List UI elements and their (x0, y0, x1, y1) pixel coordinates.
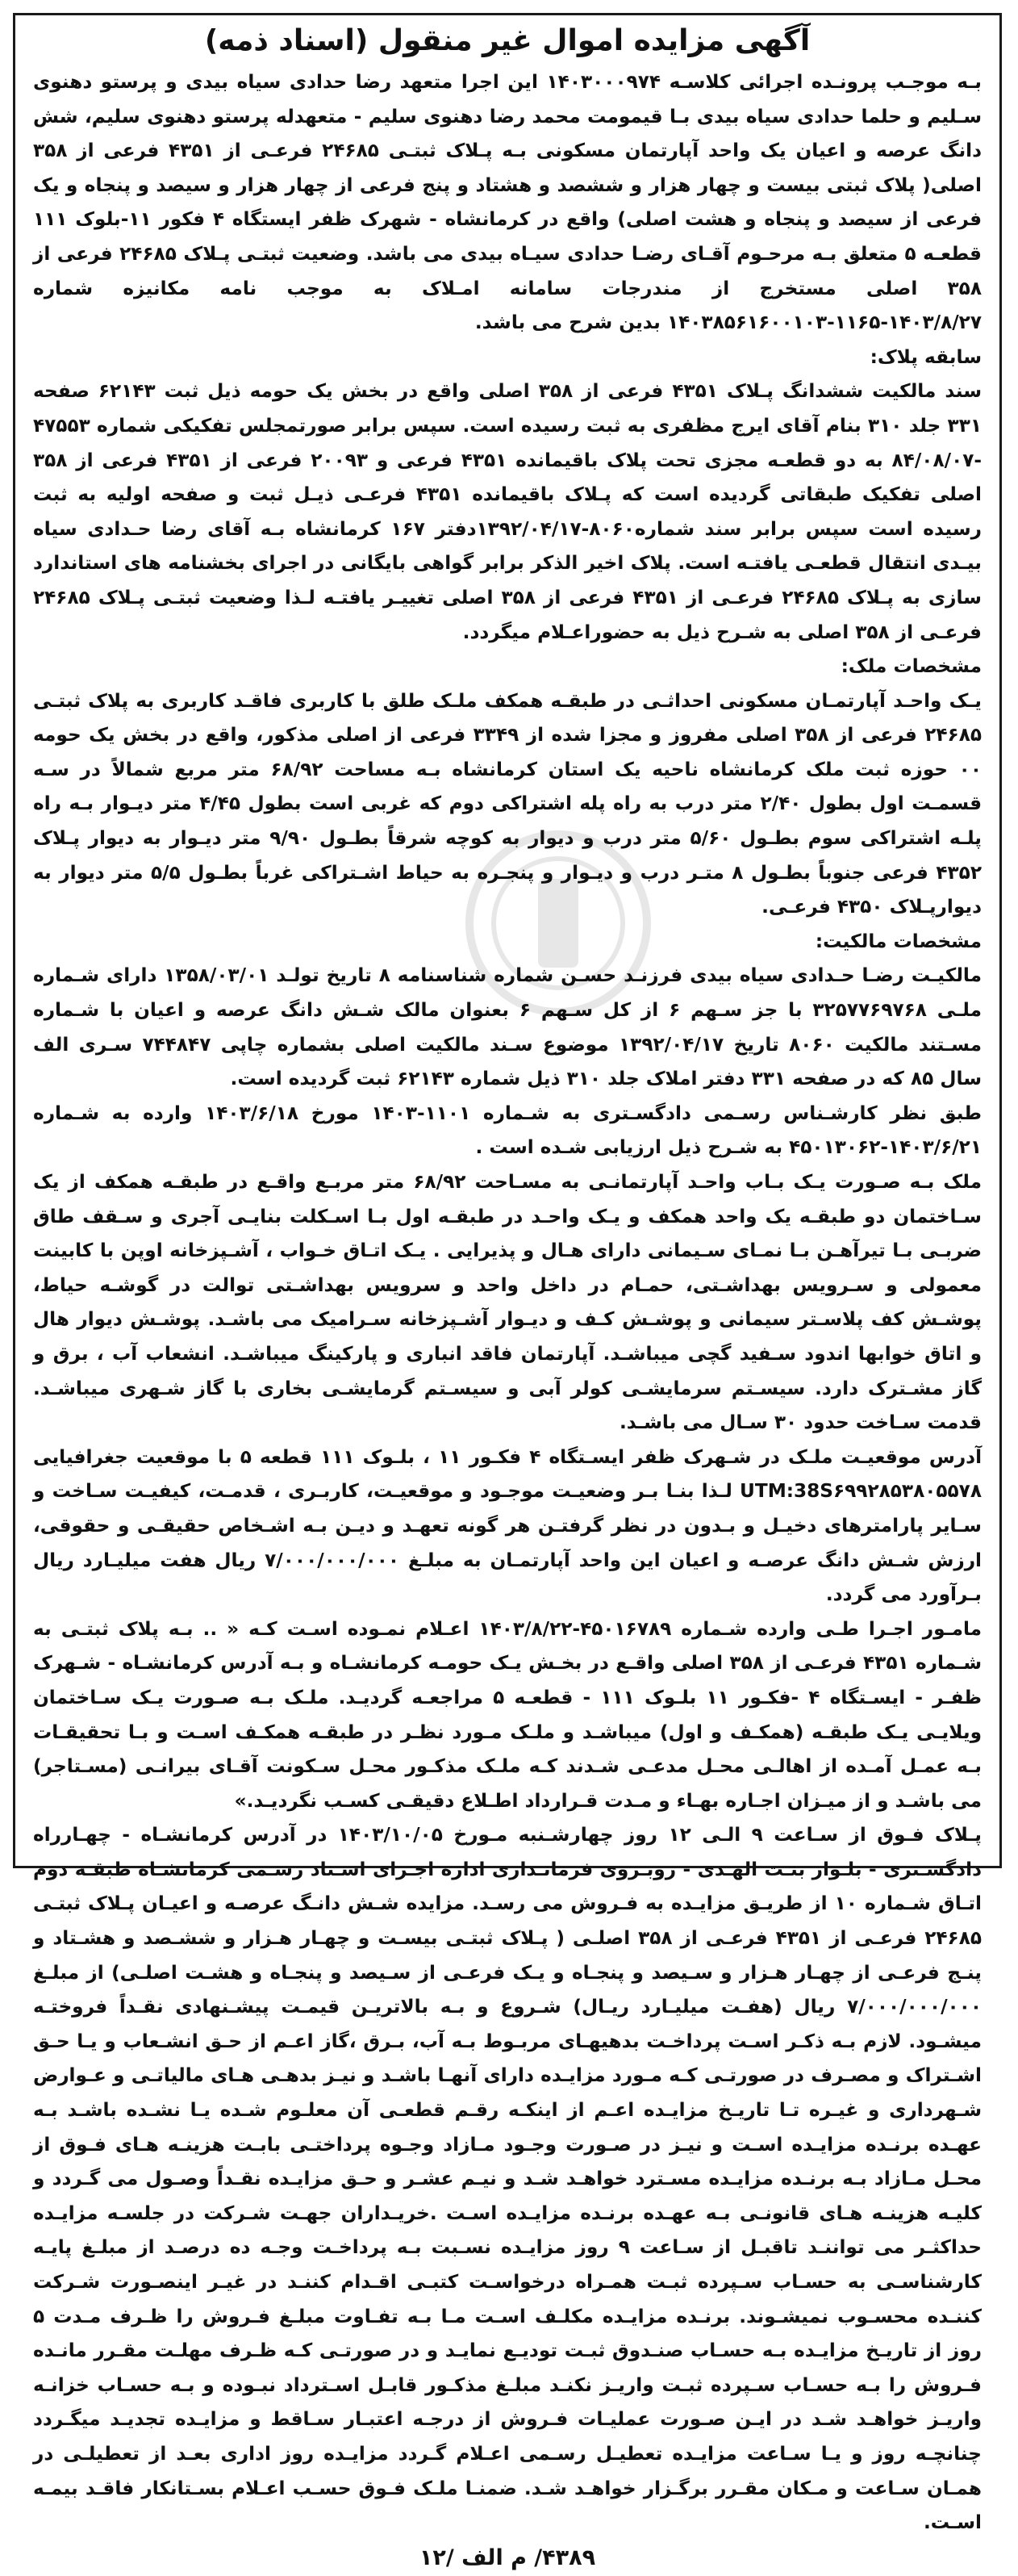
plate-history-heading: سابقه پلاک: (870, 345, 982, 368)
intro-paragraph: بـه موجـب پرونـده اجرائی کلاسـه ۱۴۰۳۰۰۰۹۷۴ این اجرا متعهد رضا حدادی سیاه بیدی و پرستو دهنوی سـلیم و حلما حدادی سیاه بیدی بـا قیمومت محمد رضا دهنوی سلیم - متعهدله پرستو دهنوی سلیم، شش دانگ عرصه و اعیان یک واحد آپارتمان مسکونی بـه پـلاک ثبتـی ۲۴۶۸۵ فرعـی از ۴۳۵۱ فرعی از ۳۵۸ اصلی( پلاک ثبتی بیست و چهار هزار و ششصد و هشتاد و پنج فرعی از چهار هزار و سیصد و پنجاه و یک فرعی از سیصد و پنجاه و هشت اصلی) واقع در کرمانشاه - شهرک ظفر ایستگاه ۴ فکور ۱۱-بلوک ۱۱۱ قطعـه ۵ متعلق بـه مرحـوم آقـای رضـا حدادی سیـاه بیدی می باشد. وضعیت ثبتـی پـلاک ۲۴۶۸۵ فرعی از ۳۵۸ اصلی مستخرج از مندرجات سامانه امـلاک به موجب نامه مکانیزه شماره ۱۴۰۳/۸/۲۷-۱۱۶۵-۱۴۰۳۸۵۶۱۶۰۰۱۰۳ بدین شرح می باشد. (33, 71, 983, 334)
address-valuation-paragraph: آدرس موقعیـت ملـک در شـهرک ظفر ایسـتگاه ۴ فکـور ۱۱ ، بلـوک ۱۱۱ قطعه ۵ با موقعیت جغرافیایی UTM:38S۶۹۹۲۸۵۳۸۰۵۵۷۸ لـذا بنـا بـر وضعیـت موجـود و موقعیـت، کاربـری ، قدمـت، کیفیـت سـاخت و سـایر پارامترهای دخیـل و بـدون در نظر گرفتـن هر گونه تعهـد و دیـن بـه اشـخاص حقیقـی و حقوقی، ارزش شـش دانگ عرصـه و اعیان این واحد آپارتمـان به مبلـغ ۷/۰۰۰/۰۰۰/۰۰۰ ریال هفت میلیـارد ریال بـرآورد می گردد. (33, 1445, 983, 1606)
auction-terms-paragraph: پـلاک فـوق از سـاعت ۹ الـی ۱۲ روز چهارشـنبه مـورخ ۱۴۰۳/۱۰/۰۵ در آدرس کرمانشـاه - چهـارراه دادگسـتری - بلـوار بنـت الهـدی - روبـروی فرمانـداری اداره اجـرای اسـناد رسـمی کرمانشـاه طبقـه دوم اتـاق شـماره ۱۰ از طریـق مزایـده به فـروش می رسـد. مزایده شـش دانـگ عرصـه و اعیـان پـلاک ثبتـی ۲۴۶۸۵ فرعـی از ۴۳۵۱ فرعـی از ۳۵۸ اصلـی ( پـلاک ثبتـی بیسـت و چهـار هـزار و ششـصد و هشـتاد و پنـج فرعـی از چهـار هـزار و سـیصد و پنجـاه و یـک فرعـی از سـیصد و پنجـاه و هشـت اصلـی) از مبلـغ ۷/۰۰۰/۰۰۰/۰۰۰ ریال (هفـت میلیـارد ریـال) شـروع و بـه بالاتریـن قیمـت پیشـنهادی نقـداً فروختـه میشـود. لازم بـه ذکـر اسـت پرداخـت بدهیهـای مربـوط بـه آب، بـرق ،گاز اعـم از حـق انشـعاب و یـا حـق اشـتراک و مصـرف در صورتـی کـه مـورد مزایـده دارای آنهـا باشـد و نیـز بدهـی هـای مالیاتـی و عـوارض شـهرداری و غیـره تـا تاریـخ مزایـده اعـم از اینکـه رقـم قطعـی آن معلـوم شـده یـا نشـده باشـد بـه عهـده برنـده مزایـده اسـت و نیـز در صـورت وجـود مـازاد وجـوه پرداختـی بابـت هزینـه هـای فـوق از محـل مـازاد بـه برنـده مزایـده مسـترد خواهـد شـد و نیـم عشـر و حـق مزایـده نقـداً وصـول می گـردد و کلیـه هزینـه هـای قانونـی بـه عهـده برنـده مزایـده اسـت .خریـداران جهـت شـرکت در جلسـه مزایـده حداکثـر می تواننـد تاقبـل از سـاعت ۹ روز مزایـده نسـبت بـه پرداخـت وجـه ده درصـد از مبلـغ پایـه کارشناسـی به حسـاب سـپرده ثبـت همـراه درخواسـت کتبـی اقـدام کننـد در غیـر اینصـورت شـرکت کننـده محسـوب نمیشـوند. برنـده مزایـده مکلـف اسـت مـا بـه تفـاوت مبلـغ فـروش را ظـرف مـدت ۵ روز از تاریـخ مزایـده بـه حسـاب صنـدوق ثبـت تودیـع نمایـد و در صورتـی کـه ظـرف مهلـت مقـرر مانـده فـروش را بـه حسـاب سـپرده ثبـت واریـز نکنـد مبلـغ مذکـور قابـل اسـترداد نبـوده و بـه حسـاب خزانـه واریـز خواهـد شـد در ایـن صـورت عملیـات فـروش از درجـه اعتبـار سـاقط و مزایـده تجدیـد میگـردد چنانچـه روز و یـا سـاعت مزایـده تعطیـل رسـمی اعـلام گـردد مزایـده روز اداری بعـد از تعطیلـی در همـان سـاعت و مـکان مقـرر برگـزار خواهـد شـد. ضمنـا ملـک فـوق حسـب اعـلام بسـتانکار فاقـد بیمـه اسـت. (33, 1824, 983, 2534)
property-specs-paragraph: یـک واحـد آپارتمـان مسکونی احداثـی در طبقـه همکف ملـک طلق با کاربری فاقـد کاربری به پلاک ثبتـی ۲۴۶۸۵ فرعی از ۳۵۸ اصلی مفروز و مجزا شده از ۳۳۴۹ فرعی از اصلی مذکور، واقع در بخش یک حومه ۰۰ حوزه ثبت ملک کرمانشاه ناحیه یک استان کرمانشاه بـه مساحت ۶۸/۹۲ متر مربع شمالاً در سـه قسمـت اول بطول ۲/۴۰ متر درب به راه پله اشتراکی دوم که غربی است بطول ۴/۴۵ متر دیـوار بـه راه پلـه اشتراکی سوم بطـول ۵/۶۰ متر درب و دیوار به کوچه شرقاً بطـول ۹/۹۰ متر دیـوار به دیوار پـلاک ۴۳۵۲ فرعی جنوباً بطـول ۸ متـر درب و دیـوار و پنجـره به حیاط اشـتراکی غرباً بطـول ۵/۵ متر دیوار به دیوارپـلاک ۴۳۵۰ فرعـی. (33, 689, 983, 918)
notice-body (15, 20, 999, 2576)
ownership-specs-heading: مشخصات مالکیت: (815, 930, 982, 952)
plate-history-paragraph: سند مالکیت ششدانگ پـلاک ۴۳۵۱ فرعی از ۳۵۸ اصلی واقع در بخش یک حومه ذیل ثبت ۶۲۱۴۳ صفحه ۳۳۱ جلد ۳۱۰ بنام آقای ایرج مظفری به ثبت رسیده است. سپس برابر صورتمجلس تفکیکی شماره ۴۷۵۵۳ -۸۴/۰۸/۰۷ به دو قطعـه مجزی تحت پلاک باقیمانده ۴۳۵۱ فرعی و ۲۰۰۹۳ فرعی از ۴۳۵۱ فرعی از ۳۵۸ اصلی تفکیک طبقاتی گردیده است که پـلاک باقیمانده ۴۳۵۱ فرعـی ذیـل ثبت و صفحه اولیه به ثبت رسیده است سپس برابر سند شماره۸۰۶۰-۱۳۹۲/۰۴/۱۷دفتر ۱۶۷ کرمانشاه بـه آقای رضا حـدادی سیاه بیـدی انتقال قطعـی یافتـه است. پلاک اخیر الذکر برابر گواهی بایگانی در اجرای بخشنامه های استاندارد سازی به پـلاک ۲۴۶۸۵ فرعـی از ۴۳۵۱ فرعی از ۳۵۸ اصلی تغییـر یافتـه لـذا وضعیت ثبتـی پـلاک ۲۴۶۸۵ فرعـی از ۳۵۸ اصلی به شـرح ذیل به حضوراعـلام میگردد. (33, 380, 983, 643)
notice-frame (13, 13, 1002, 2570)
property-specs-heading: مشخصات ملک: (841, 655, 982, 678)
property-description-paragraph: ملک بـه صـورت یـک بـاب واحـد آپارتمانـی به مسـاحت ۶۸/۹۲ متر مربـع واقـع در طبقـه همکف از یک سـاختمان دو طبقـه یک واحد همکف و یـک واحـد در طبقـه اول بـا اسـکلت بنایـی آجری و سـقف طاق ضربـی بـا تیرآهـن بـا نمـای سـیمانی دارای هـال و پذیرایی . یـک اتـاق خـواب ، آشـپزخانه اوپن با کابینت معمولی و سـرویس بهداشـتی، حمـام در داخل واحد و سرویس بهداشـتی توالت در گوشـه حیاط، پوشـش کف پلاسـتر سیمانی و پوشـش کـف و دیـوار آشـپزخانه سـرامیک می باشـد. پوشـش دیوار هال و اتاق خوابها اندود سـفید گچی میباشـد. آپارتمان فاقد انباری و پارکینگ میباشـد. انشعاب آب ، برق و گاز مشـترک دارد. سیسـتم سرمایشـی کولر آبی و سیسـتم گرمایشـی بخاری با گاز شـهری میباشـد. قدمت سـاخت حدود ۳۰ سـال می باشـد. (33, 1171, 982, 1434)
ownership-specs-paragraph: مالکیـت رضـا حـدادی سیاه بیدی فرزنـد حسـن شماره شناسنامه ۸ تاریخ تولـد ۱۳۵۸/۰۳/۰۱ دارای شـماره ملـی ۳۲۵۷۷۶۹۷۶۸ با جز سـهم ۶ از کل سـهم ۶ بعنوان مالک شـش دانگ عرصه و اعیان با شـماره مسـتند مالکیت ۸۰۶۰ تاریخ ۱۳۹۲/۰۴/۱۷ موضوع سـند مالکیت اصلی بشماره چاپی ۷۴۴۸۴۷ سـری الف سال ۸۵ که در صفحه ۳۳۱ دفتر املاک جلد ۳۱۰ ذیل شماره ۶۲۱۴۳ ثبت گردیده است. (33, 964, 982, 1090)
notice-reference: ۴۳۸۹/ م الف /۱۲ (419, 2545, 596, 2570)
officer-report-paragraph: مامـور اجـرا طـی وارده شـماره ۴۵۰۱۶۷۸۹-۱۴۰۳/۸/۲۲ اعـلام نمـوده اسـت کـه « .. بـه پلاک ثبتـی به شـماره ۴۳۵۱ فرعـی از ۳۵۸ اصلی واقـع در بخـش یـک حومـه کرمانشـاه و بـه آدرس کرمانشـاه - شـهرک ظفـر - ایسـتگاه ۴ -فکـور ۱۱ بلـوک ۱۱۱ - قطعـه ۵ مراجعـه گردیـد. ملـک بـه صـورت یـک سـاختمان ویلایـی یـک طبقـه (همکـف و اول) میباشـد و ملـک مـورد نظـر در طبقـه همکـف اسـت و بـا تحقیقـات بـه عمـل آمـده از اهالـی محـل مدعـی شـدند کـه ملـک مذکـور محـل سـکونت آقـای بیرانـی (مسـتاجر) می باشـد و از میـزان اجـاره بهـاء و مـدت قـرارداد اطـلاع دقیقـی کسـب نگردیـد.» (33, 1617, 983, 1812)
notice-title: آگهی مزایده اموال غیر منقول (اسناد ذمه) (204, 24, 811, 57)
expert-opinion-paragraph: طبق نظر کارشـناس رسـمی دادگسـتری به شـماره ۱۱۰۱-۱۴۰۳ مورخ ۱۴۰۳/۶/۱۸ وارده به شـماره ۱۴۰۳/۶/۲۱-۴۵۰۱۳۰۶۲ به شـرح ذیل ارزیابی شـده است . (33, 1102, 982, 1159)
